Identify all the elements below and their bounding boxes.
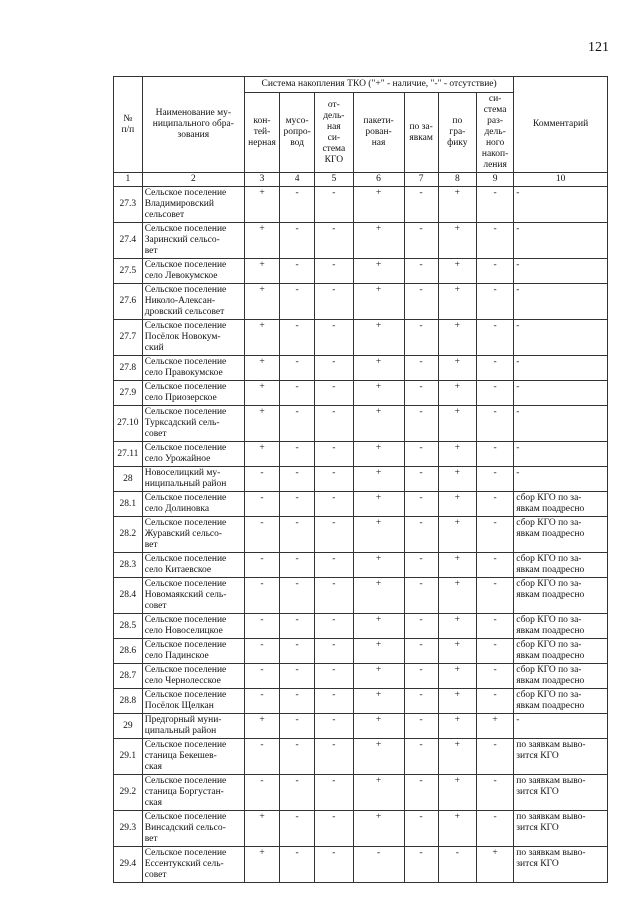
- system-cell: -: [315, 689, 353, 714]
- system-cell: -: [280, 467, 315, 492]
- system-cell: -: [404, 714, 438, 739]
- system-cell: +: [353, 614, 404, 639]
- column-number: 5: [315, 173, 353, 187]
- system-cell: +: [353, 467, 404, 492]
- system-cell: -: [404, 614, 438, 639]
- system-cell: -: [476, 578, 513, 614]
- system-cell: -: [476, 320, 513, 356]
- system-cell: -: [404, 639, 438, 664]
- system-cell: -: [404, 442, 438, 467]
- system-cell: +: [438, 284, 476, 320]
- system-cell: +: [438, 739, 476, 775]
- system-cell: -: [404, 356, 438, 381]
- header-system: Система накопления ТКО ("+" - наличие, "-" - отсутствие): [244, 77, 513, 93]
- system-cell: -: [280, 320, 315, 356]
- system-cell: +: [438, 223, 476, 259]
- comment-cell: сбор КГО по за- явкам поадресно: [514, 639, 608, 664]
- system-cell: -: [244, 517, 279, 553]
- comment-cell: по заявкам выво- зится КГО: [514, 775, 608, 811]
- system-cell: -: [315, 442, 353, 467]
- row-number: 28.3: [114, 553, 143, 578]
- system-cell: +: [353, 689, 404, 714]
- system-cell: -: [404, 259, 438, 284]
- table-row: [114, 639, 608, 664]
- system-cell: +: [353, 259, 404, 284]
- system-cell: +: [244, 406, 279, 442]
- system-cell: -: [315, 847, 353, 883]
- system-cell: -: [404, 578, 438, 614]
- system-cell: -: [244, 775, 279, 811]
- system-cell: +: [244, 381, 279, 406]
- system-cell: -: [404, 320, 438, 356]
- system-cell: -: [404, 517, 438, 553]
- municipality-name: Сельское поселение Заринский сельсо- вет: [142, 223, 244, 259]
- system-cell: -: [315, 553, 353, 578]
- system-cell: -: [476, 689, 513, 714]
- system-cell: +: [353, 492, 404, 517]
- table-row: [114, 775, 608, 811]
- system-cell: -: [476, 381, 513, 406]
- header-sub-7: по за- явкам: [404, 93, 438, 173]
- municipality-name: Сельское поселение село Урожайное: [142, 442, 244, 467]
- system-cell: +: [244, 811, 279, 847]
- system-cell: +: [353, 553, 404, 578]
- system-cell: -: [404, 847, 438, 883]
- table-row: [114, 320, 608, 356]
- table-row: [114, 187, 608, 223]
- system-cell: -: [280, 259, 315, 284]
- comment-cell: по заявкам выво- зится КГО: [514, 739, 608, 775]
- system-cell: +: [244, 259, 279, 284]
- system-cell: -: [476, 406, 513, 442]
- system-cell: -: [476, 259, 513, 284]
- row-number: 27.10: [114, 406, 143, 442]
- system-cell: -: [244, 467, 279, 492]
- system-cell: -: [315, 187, 353, 223]
- system-cell: -: [280, 578, 315, 614]
- comment-cell: по заявкам выво- зится КГО: [514, 847, 608, 883]
- row-number: 29.2: [114, 775, 143, 811]
- table-row: [114, 467, 608, 492]
- system-cell: -: [476, 739, 513, 775]
- comment-cell: сбор КГО по за- явкам поадресно: [514, 664, 608, 689]
- municipality-name: Сельское поселение Николо-Алексан- дровский сельсовет: [142, 284, 244, 320]
- system-cell: -: [280, 775, 315, 811]
- system-cell: +: [438, 811, 476, 847]
- column-number: 3: [244, 173, 279, 187]
- system-cell: -: [280, 847, 315, 883]
- municipality-name: Сельское поселение Турксадский сель- совет: [142, 406, 244, 442]
- system-cell: -: [476, 553, 513, 578]
- table-row: [114, 492, 608, 517]
- system-cell: -: [280, 492, 315, 517]
- column-number: 6: [353, 173, 404, 187]
- table-row: [114, 714, 608, 739]
- comment-cell: сбор КГО по за- явкам поадресно: [514, 553, 608, 578]
- table-row: [114, 553, 608, 578]
- municipality-name: Сельское поселение Винсадский сельсо- вет: [142, 811, 244, 847]
- row-number: 28.2: [114, 517, 143, 553]
- system-cell: +: [244, 284, 279, 320]
- system-cell: +: [353, 223, 404, 259]
- system-cell: +: [438, 689, 476, 714]
- system-cell: -: [404, 381, 438, 406]
- system-cell: +: [353, 381, 404, 406]
- column-number: 8: [438, 173, 476, 187]
- system-cell: +: [353, 811, 404, 847]
- row-number: 29.3: [114, 811, 143, 847]
- system-cell: -: [476, 775, 513, 811]
- municipality-name: Сельское поселение село Правокумское: [142, 356, 244, 381]
- system-cell: +: [438, 442, 476, 467]
- system-cell: -: [244, 492, 279, 517]
- system-cell: -: [476, 356, 513, 381]
- system-cell: -: [280, 811, 315, 847]
- system-cell: +: [353, 517, 404, 553]
- system-cell: -: [476, 614, 513, 639]
- comment-cell: -: [514, 467, 608, 492]
- comment-cell: -: [514, 381, 608, 406]
- municipality-name: Сельское поселение станица Бекешев- ская: [142, 739, 244, 775]
- system-cell: +: [353, 714, 404, 739]
- system-cell: -: [476, 223, 513, 259]
- system-cell: +: [438, 320, 476, 356]
- system-cell: +: [476, 714, 513, 739]
- comment-cell: -: [514, 284, 608, 320]
- system-cell: -: [315, 639, 353, 664]
- comment-cell: по заявкам выво- зится КГО: [514, 811, 608, 847]
- row-number: 28.7: [114, 664, 143, 689]
- table-row: [114, 578, 608, 614]
- system-cell: -: [404, 223, 438, 259]
- system-cell: +: [244, 714, 279, 739]
- system-cell: -: [280, 381, 315, 406]
- column-number: 2: [142, 173, 244, 187]
- row-number: 29.1: [114, 739, 143, 775]
- system-cell: -: [404, 689, 438, 714]
- tko-table: [113, 76, 608, 883]
- row-number: 29: [114, 714, 143, 739]
- municipality-name: Новоселицкий му- ниципальный район: [142, 467, 244, 492]
- header-sub-9: си- стема раз- дель- ного накоп- ления: [476, 93, 513, 173]
- system-cell: -: [404, 739, 438, 775]
- system-cell: -: [280, 284, 315, 320]
- system-cell: -: [404, 664, 438, 689]
- system-cell: +: [438, 492, 476, 517]
- system-cell: +: [438, 775, 476, 811]
- system-cell: -: [315, 517, 353, 553]
- system-cell: +: [438, 517, 476, 553]
- system-cell: +: [438, 259, 476, 284]
- comment-cell: -: [514, 320, 608, 356]
- header-num: № п/п: [114, 77, 143, 173]
- column-number: 4: [280, 173, 315, 187]
- system-cell: -: [244, 614, 279, 639]
- table-row: [114, 259, 608, 284]
- comment-cell: -: [514, 223, 608, 259]
- comment-cell: сбор КГО по за- явкам поадресно: [514, 517, 608, 553]
- system-cell: +: [353, 578, 404, 614]
- system-cell: -: [476, 492, 513, 517]
- row-number: 28.6: [114, 639, 143, 664]
- table-row: [114, 442, 608, 467]
- row-number: 27.7: [114, 320, 143, 356]
- row-number: 27.6: [114, 284, 143, 320]
- system-cell: -: [280, 639, 315, 664]
- system-cell: -: [404, 775, 438, 811]
- row-number: 27.4: [114, 223, 143, 259]
- system-cell: +: [353, 775, 404, 811]
- system-cell: -: [280, 187, 315, 223]
- system-cell: -: [353, 847, 404, 883]
- system-cell: +: [438, 714, 476, 739]
- municipality-name: Сельское поселение Ессентукский сель- совет: [142, 847, 244, 883]
- row-number: 28: [114, 467, 143, 492]
- system-cell: -: [280, 664, 315, 689]
- table-row: [114, 739, 608, 775]
- system-cell: -: [280, 614, 315, 639]
- system-cell: -: [476, 467, 513, 492]
- comment-cell: -: [514, 406, 608, 442]
- column-number: 7: [404, 173, 438, 187]
- system-cell: -: [315, 259, 353, 284]
- system-cell: +: [438, 614, 476, 639]
- system-cell: +: [353, 639, 404, 664]
- comment-cell: сбор КГО по за- явкам поадресно: [514, 492, 608, 517]
- system-cell: -: [315, 381, 353, 406]
- header-sub-5: от- дель- ная си- стема КГО: [315, 93, 353, 173]
- table-row: [114, 356, 608, 381]
- system-cell: +: [476, 847, 513, 883]
- system-cell: -: [404, 467, 438, 492]
- system-cell: -: [315, 406, 353, 442]
- system-cell: -: [315, 223, 353, 259]
- header-name: Наименование му- ниципального обра- зования: [142, 77, 244, 173]
- table-row: [114, 664, 608, 689]
- system-cell: +: [244, 356, 279, 381]
- system-cell: -: [315, 811, 353, 847]
- column-number: 1: [114, 173, 143, 187]
- municipality-name: Сельское поселение Новомаякский сель- совет: [142, 578, 244, 614]
- system-cell: -: [244, 689, 279, 714]
- system-cell: -: [315, 467, 353, 492]
- system-cell: -: [476, 517, 513, 553]
- system-cell: +: [353, 187, 404, 223]
- municipality-name: Сельское поселение село Левокумское: [142, 259, 244, 284]
- municipality-name: Сельское поселение село Приозерское: [142, 381, 244, 406]
- system-cell: -: [476, 442, 513, 467]
- system-cell: -: [244, 664, 279, 689]
- system-cell: -: [315, 664, 353, 689]
- system-cell: +: [353, 284, 404, 320]
- system-cell: -: [404, 492, 438, 517]
- municipality-name: Предгорный муни- ципальный район: [142, 714, 244, 739]
- table-row: [114, 811, 608, 847]
- table-row: [114, 223, 608, 259]
- system-cell: -: [280, 553, 315, 578]
- comment-cell: -: [514, 714, 608, 739]
- table-row: [114, 517, 608, 553]
- system-cell: +: [353, 406, 404, 442]
- municipality-name: Сельское поселение Посёлок Новокум- ский: [142, 320, 244, 356]
- system-cell: +: [438, 467, 476, 492]
- column-number: 9: [476, 173, 513, 187]
- row-number: 27.11: [114, 442, 143, 467]
- municipality-name: Сельское поселение село Чернолесское: [142, 664, 244, 689]
- row-number: 27.3: [114, 187, 143, 223]
- header-sub-6: пакети- рован- ная: [353, 93, 404, 173]
- table-row: [114, 381, 608, 406]
- row-number: 28.4: [114, 578, 143, 614]
- system-cell: +: [438, 553, 476, 578]
- system-cell: -: [315, 284, 353, 320]
- system-cell: +: [438, 381, 476, 406]
- system-cell: -: [404, 811, 438, 847]
- system-cell: -: [315, 775, 353, 811]
- system-cell: +: [353, 739, 404, 775]
- table-row: [114, 406, 608, 442]
- system-cell: -: [315, 739, 353, 775]
- system-cell: +: [244, 320, 279, 356]
- municipality-name: Сельское поселение Владимировский сельсовет: [142, 187, 244, 223]
- table-row: [114, 614, 608, 639]
- municipality-name: Сельское поселение станица Боргустан- ская: [142, 775, 244, 811]
- system-cell: +: [438, 406, 476, 442]
- system-cell: +: [353, 356, 404, 381]
- system-cell: +: [438, 639, 476, 664]
- row-number: 27.5: [114, 259, 143, 284]
- comment-cell: -: [514, 356, 608, 381]
- column-number: 10: [514, 173, 608, 187]
- comment-cell: сбор КГО по за- явкам поадресно: [514, 689, 608, 714]
- header-comment: Комментарий: [514, 77, 608, 173]
- system-cell: +: [438, 187, 476, 223]
- system-cell: -: [280, 223, 315, 259]
- system-cell: -: [244, 639, 279, 664]
- row-number: 29.4: [114, 847, 143, 883]
- row-number: 27.8: [114, 356, 143, 381]
- system-cell: +: [353, 320, 404, 356]
- system-cell: -: [280, 689, 315, 714]
- system-cell: -: [404, 187, 438, 223]
- system-cell: -: [244, 553, 279, 578]
- row-number: 28.1: [114, 492, 143, 517]
- system-cell: -: [280, 356, 315, 381]
- municipality-name: Сельское поселение Журавский сельсо- вет: [142, 517, 244, 553]
- table-row: [114, 284, 608, 320]
- row-number: 27.9: [114, 381, 143, 406]
- system-cell: +: [438, 356, 476, 381]
- system-cell: -: [315, 492, 353, 517]
- system-cell: -: [244, 578, 279, 614]
- system-cell: -: [476, 664, 513, 689]
- system-cell: -: [315, 578, 353, 614]
- system-cell: +: [353, 664, 404, 689]
- system-cell: -: [315, 714, 353, 739]
- system-cell: -: [315, 356, 353, 381]
- system-cell: -: [476, 284, 513, 320]
- comment-cell: -: [514, 442, 608, 467]
- comment-cell: сбор КГО по за- явкам поадресно: [514, 614, 608, 639]
- municipality-name: Сельское поселение село Долиновка: [142, 492, 244, 517]
- system-cell: -: [404, 406, 438, 442]
- system-cell: -: [280, 714, 315, 739]
- header-sub-8: по гра- фику: [438, 93, 476, 173]
- municipality-name: Сельское поселение село Новоселицкое: [142, 614, 244, 639]
- system-cell: -: [315, 614, 353, 639]
- system-cell: -: [280, 406, 315, 442]
- system-cell: +: [438, 664, 476, 689]
- table-row: [114, 847, 608, 883]
- system-cell: +: [244, 847, 279, 883]
- system-cell: -: [404, 553, 438, 578]
- header-sub-3: кон- тей- нерная: [244, 93, 279, 173]
- header-sub-4: мусо- ропро- вод: [280, 93, 315, 173]
- system-cell: -: [280, 739, 315, 775]
- table-row: [114, 689, 608, 714]
- system-cell: +: [353, 442, 404, 467]
- system-cell: -: [280, 517, 315, 553]
- page-number: 121: [588, 40, 609, 55]
- system-cell: -: [476, 639, 513, 664]
- system-cell: +: [244, 223, 279, 259]
- system-cell: -: [476, 187, 513, 223]
- system-cell: -: [244, 739, 279, 775]
- system-cell: -: [280, 442, 315, 467]
- row-number: 28.8: [114, 689, 143, 714]
- municipality-name: Сельское поселение Посёлок Щелкан: [142, 689, 244, 714]
- system-cell: -: [315, 320, 353, 356]
- system-cell: +: [244, 442, 279, 467]
- system-cell: -: [476, 811, 513, 847]
- row-number: 28.5: [114, 614, 143, 639]
- municipality-name: Сельское поселение село Падинское: [142, 639, 244, 664]
- municipality-name: Сельское поселение село Китаевское: [142, 553, 244, 578]
- system-cell: -: [404, 284, 438, 320]
- comment-cell: сбор КГО по за- явкам поадресно: [514, 578, 608, 614]
- system-cell: -: [438, 847, 476, 883]
- system-cell: +: [244, 187, 279, 223]
- comment-cell: -: [514, 187, 608, 223]
- system-cell: +: [438, 578, 476, 614]
- comment-cell: -: [514, 259, 608, 284]
